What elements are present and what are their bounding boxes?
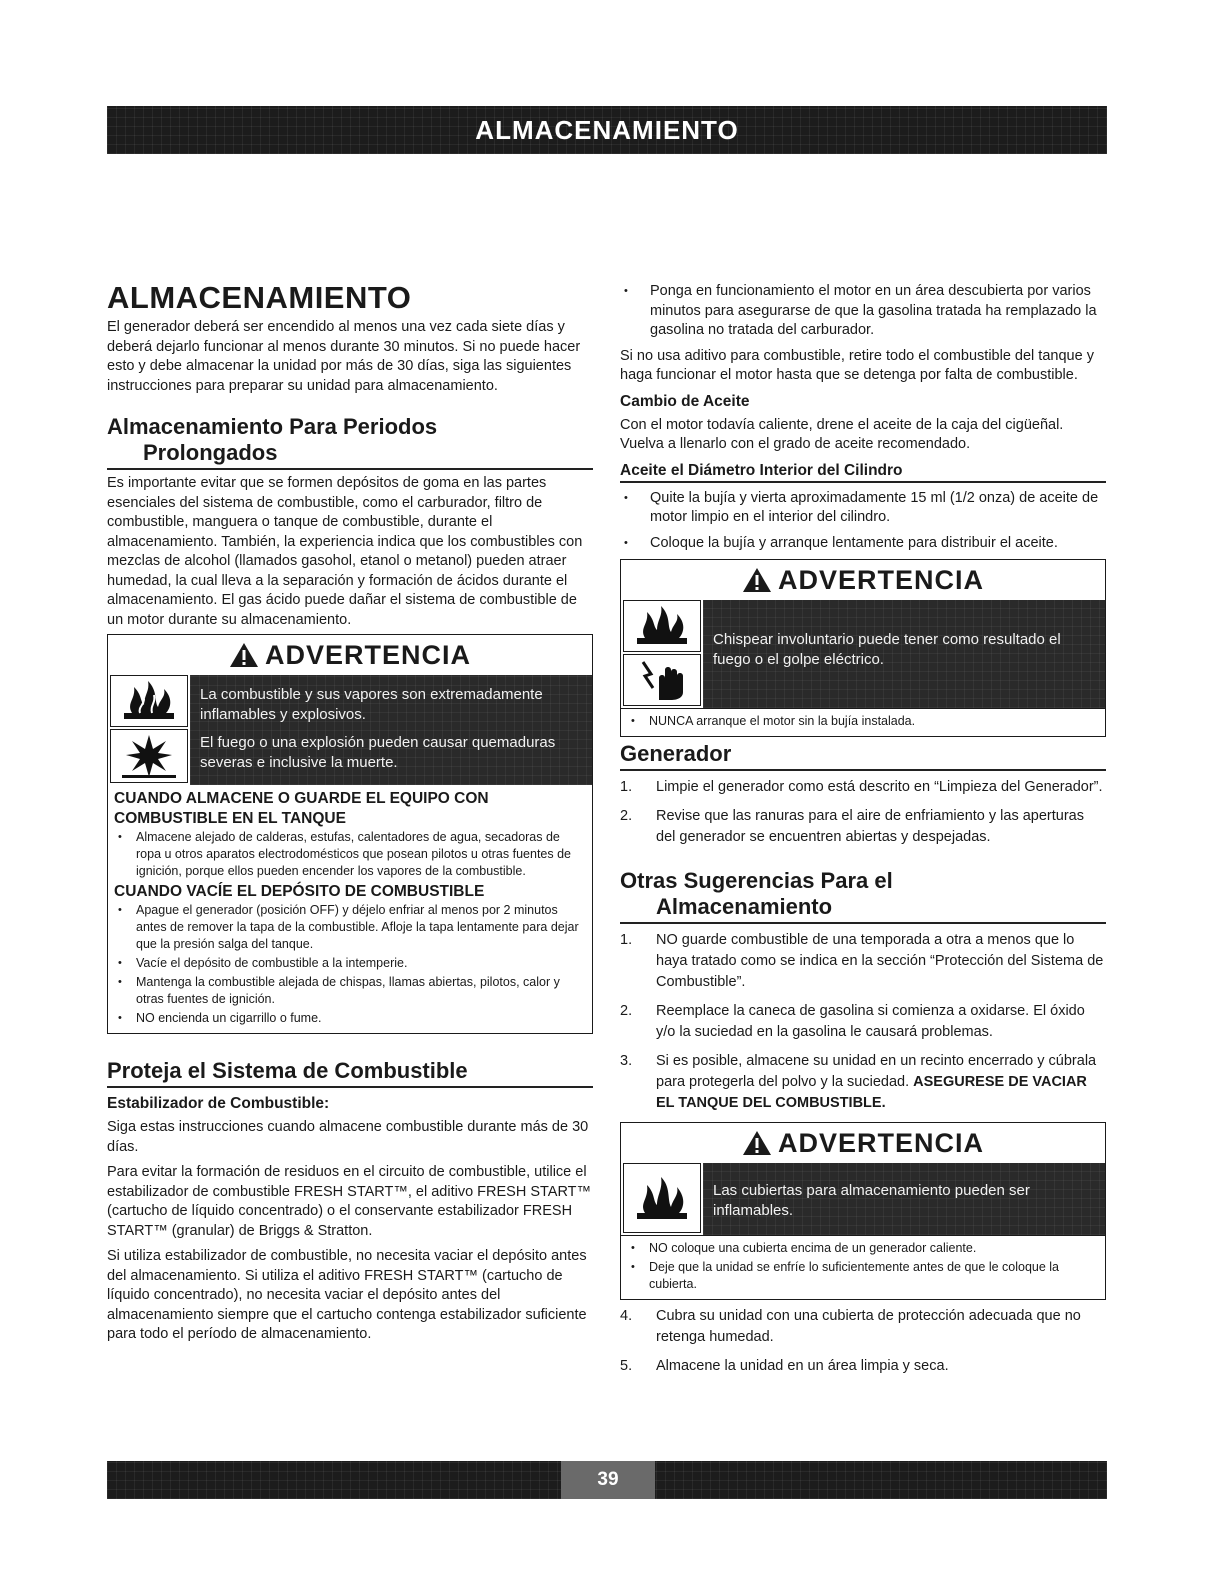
other-tips-list	[620, 930, 1106, 1114]
run-engine-list	[620, 282, 1106, 341]
item-text: Almacene la unidad en un área limpia y seca.	[656, 1358, 949, 1374]
warning-header	[621, 560, 1105, 600]
page-number: 39	[561, 1461, 655, 1499]
item-number: 2.	[620, 1003, 633, 1019]
warning-list	[627, 1240, 1099, 1293]
heading-stabilizer: Estabilizador de Combustible:	[107, 1095, 330, 1112]
stabilizer-paragraph-3: Si utiliza estabilizador de combustible, no necesita vaciar el depósito antes del almacenamiento. Si utiliza el aditivo FRESH START™ (cartucho de líquido concentrado), no necesita vaciar el depósito antes del almacenamiento siempre que el cartucho contenga estabilizador suficiente para todo el período de almacenamiento.	[107, 1248, 587, 1342]
heading-long-storage-line2: Prolongados	[143, 440, 278, 465]
explosion-icon	[110, 729, 188, 783]
list-item: • Ponga en funcionamiento el motor en un área descubierta por varios minutos para asegurarse de que la gasolina tratada ha remplazado la gasolina no tratada del carburador.	[620, 282, 1106, 341]
warning-instructions	[621, 708, 1105, 736]
item-text: Cubra su unidad con una cubierta de protección adecuada que no retenga humedad.	[656, 1308, 1081, 1345]
item-text: NO guarde combustible de una temporada a otra a menos que lo haya tratado como se indica en la sección “Protección del Sistema de Combustible”.	[656, 932, 1104, 990]
list-item	[620, 1306, 1106, 1348]
list-item: • NUNCA arranque el motor sin la bujía instalada.	[627, 713, 1099, 730]
heading-long-storage	[107, 414, 593, 470]
item-number: 3.	[620, 1053, 633, 1069]
section-title: ALMACENAMIENTO	[107, 280, 412, 315]
warning-title: ADVERTENCIA	[777, 1127, 984, 1158]
stabilizer-paragraph-2: Para evitar la formación de residuos en el circuito de combustible, utilice el estabilizador de combustible FRESH START™, el aditivo FRESH START™ (cartucho de líquido concentrado) o el conservante estabilizador FRESH START™ (granular) de Briggs & Stratton.	[107, 1164, 592, 1239]
header-band	[107, 106, 1107, 154]
list-item: • Apague el generador (posición OFF) y déjelo enfriar al menos por 2 minutos antes de remover la tapa de la combustible. Afloje la tapa lentamente para dejar que la presión salga del tanque.	[114, 902, 586, 953]
header-title: ALMACENAMIENTO	[475, 115, 739, 145]
item-text: Si es posible, almacene su unidad en un recinto encerrado y cúbrala para protegerla del polvo y la suciedad.	[656, 1053, 1097, 1090]
warning-triangle-icon	[742, 1130, 772, 1156]
long-storage-paragraph: Es importante evitar que se formen depósitos de goma en las partes esenciales del sistema de combustible, como el carburador, filtro de combustible, manguera o tanque de combustible, durante el almacenamiento. También, la experiencia indica que los combustibles con mezclas de alcohol (llamados gasohol, etanol o metanol) pueden atraer humedad, la cual lleva a la separación y formación de ácidos durante el almacenamiento. El gas ácido puede dañar el sistema de combustible de un motor durante su almacenamiento.	[107, 475, 583, 628]
stabilizer-paragraph-1: Siga estas instrucciones cuando almacene combustible durante más de 30 días.	[107, 1119, 589, 1155]
warning-list-2	[114, 902, 586, 1027]
list-item	[620, 1356, 1106, 1377]
left-column	[107, 282, 593, 1345]
item-text: Revise que las ranuras para el aire de enfriamiento y las aperturas del generador se encuentren abiertas y despejadas.	[656, 808, 1084, 845]
item-number: 1.	[620, 932, 633, 948]
heading-other-tips-line2: Almacenamiento	[656, 894, 833, 919]
list-item: • Mantenga la combustible alejada de chispas, llamas abiertas, pilotos, calor y otras fuentes de ignición.	[114, 974, 586, 1008]
cylinder-list	[620, 489, 1106, 554]
right-column	[620, 282, 1106, 1385]
list-item	[620, 777, 1106, 798]
no-additive-paragraph: Si no usa aditivo para combustible, retire todo el combustible del tanque y haga funcionar el motor hasta que se detenga por falta de combustible.	[620, 347, 1094, 383]
warning-box-spark	[620, 559, 1106, 737]
warning-title: ADVERTENCIA	[264, 639, 471, 670]
generator-list	[620, 777, 1106, 848]
final-list	[620, 1306, 1106, 1377]
list-item: • Quite la bujía y vierta aproximadamente 15 ml (1/2 onza) de aceite de motor limpio en el interior del cilindro.	[620, 489, 1106, 528]
list-item: • Vacíe el depósito de combustible a la intemperie.	[114, 955, 586, 972]
warning-subheading-2: CUANDO VACÍE EL DEPÓSITO DE COMBUSTIBLE	[114, 883, 485, 900]
warning-list-1	[114, 829, 586, 880]
list-item	[620, 930, 1106, 993]
fire-icon	[623, 600, 701, 652]
warning-text-panel	[703, 600, 1105, 708]
item-number: 4.	[620, 1308, 633, 1324]
electric-shock-icon	[623, 654, 701, 706]
warning-text-panel	[190, 675, 592, 785]
list-item	[620, 1051, 1106, 1114]
warning-box-cover	[620, 1122, 1106, 1300]
oil-change-paragraph: Con el motor todavía caliente, drene el aceite de la caja del cigüeñal. Vuelva a llenarlo con el grado de aceite recomendado.	[620, 416, 1064, 452]
warning-instructions	[108, 785, 592, 1033]
warning-triangle-icon	[742, 567, 772, 593]
warning-header	[108, 635, 592, 675]
warning-text-panel	[703, 1163, 1105, 1235]
list-item	[620, 1001, 1106, 1043]
heading-long-storage-line1: Almacenamiento Para Periodos	[107, 414, 438, 439]
item-emphasis: ASEGURESE DE VACIAR EL TANQUE DEL COMBUSTIBLE.	[656, 1074, 1087, 1111]
list-item: • NO coloque una cubierta encima de un generador caliente.	[627, 1240, 1099, 1257]
heading-protect-fuel: Proteja el Sistema de Combustible	[107, 1058, 593, 1088]
item-text: Limpie el generador como está descrito en “Limpieza del Generador”.	[656, 779, 1103, 795]
warning-title: ADVERTENCIA	[777, 564, 984, 595]
item-number: 2.	[620, 808, 633, 824]
warning-header	[621, 1123, 1105, 1163]
warning-box-fuel	[107, 634, 593, 1034]
heading-other-tips	[620, 868, 1106, 924]
list-item: • Almacene alejado de calderas, estufas, calentadores de agua, secadoras de ropa u otros aparatos electrodomésticos que posean pilotos u otras fuentes de ignición, porque ellos pueden encender los vapores de la combustible.	[114, 829, 586, 880]
item-text: Reemplace la caneca de gasolina si comienza a oxidarse. El óxido y/o la suciedad en la gasolina le causará problemas.	[656, 1003, 1085, 1040]
warning-instructions	[621, 1235, 1105, 1299]
heading-generator: Generador	[620, 741, 1106, 771]
warning-list	[627, 713, 1099, 730]
intro-paragraph: El generador deberá ser encendido al menos una vez cada siete días y deberá dejarlo funcionar al menos durante 30 minutos. Si no puede hacer esto y debe almacenar la unidad por más de 30 días, siga las siguientes instrucciones para preparar su unidad para almacenamiento.	[107, 319, 581, 394]
warning-line-1: Chispear involuntario puede tener como resultado el fuego o el golpe eléctrico.	[713, 631, 1061, 668]
item-number: 1.	[620, 779, 633, 795]
item-number: 5.	[620, 1358, 633, 1374]
heading-oil-change: Cambio de Aceite	[620, 392, 750, 410]
list-item: • Coloque la bujía y arranque lentamente para distribuir el aceite.	[620, 534, 1106, 554]
fire-icon	[110, 675, 188, 727]
warning-line-1: La combustible y sus vapores son extremadamente inflamables y explosivos.	[200, 686, 543, 723]
warning-line-1: Las cubiertas para almacenamiento pueden ser inflamables.	[713, 1182, 1030, 1219]
list-item: • NO encienda un cigarrillo o fume.	[114, 1010, 586, 1027]
fire-icon	[623, 1163, 701, 1233]
heading-cylinder: Aceite el Diámetro Interior del Cilindro	[620, 461, 1106, 483]
list-item	[620, 806, 1106, 848]
warning-triangle-icon	[229, 642, 259, 668]
list-item: • Deje que la unidad se enfríe lo suficientemente antes de que le coloque la cubierta.	[627, 1259, 1099, 1293]
heading-other-tips-line1: Otras Sugerencias Para el	[620, 868, 893, 893]
warning-subheading-1: CUANDO ALMACENE O GUARDE EL EQUIPO CON COMBUSTIBLE EN EL TANQUE	[114, 790, 489, 827]
warning-line-2: El fuego o una explosión pueden causar quemaduras severas e inclusive la muerte.	[200, 734, 556, 771]
